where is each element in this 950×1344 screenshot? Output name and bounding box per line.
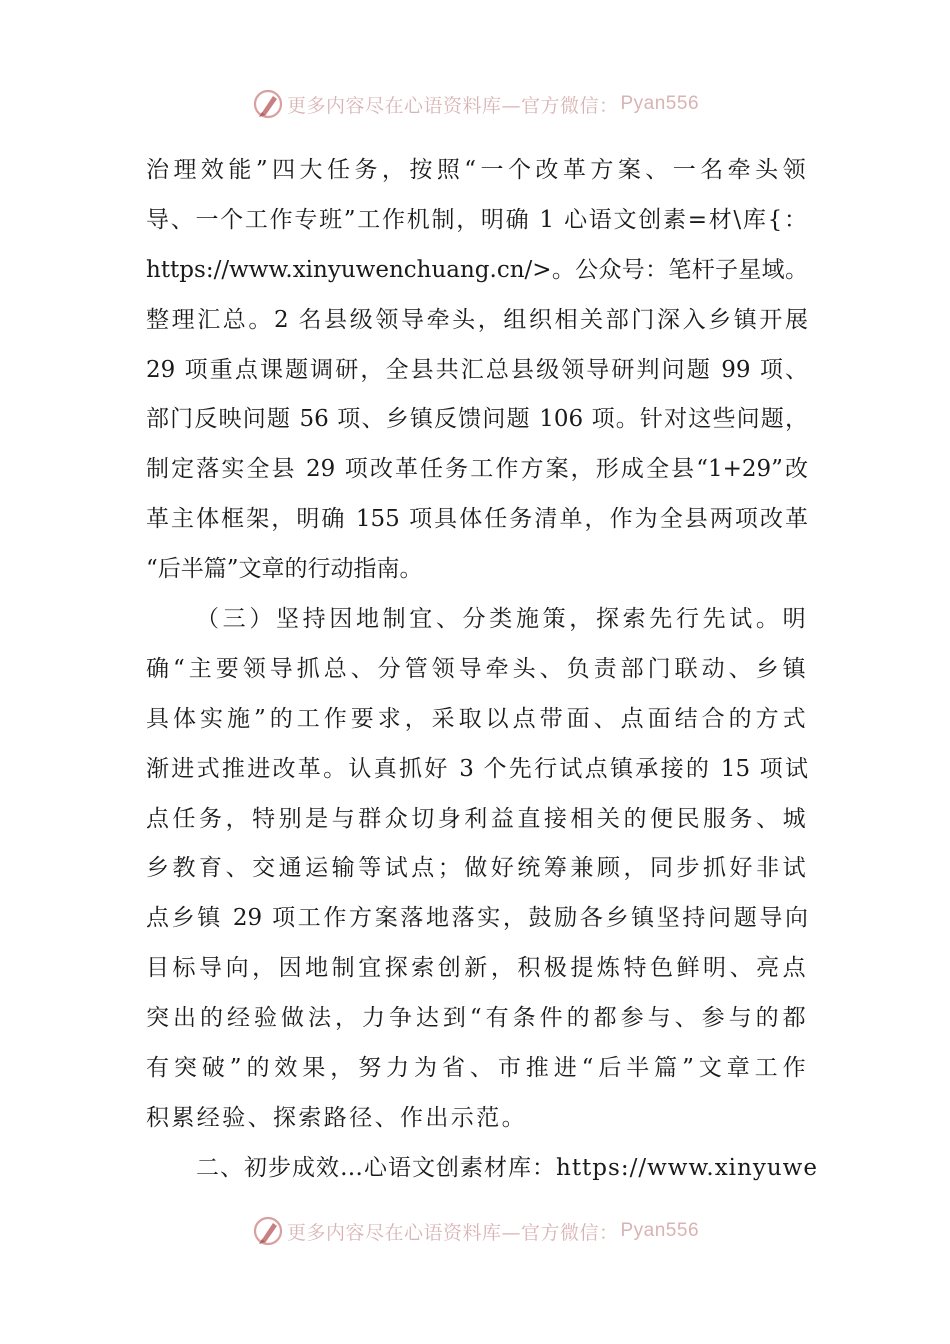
- text-line: 具体实施”的工作要求，采取以点带面、点面结合的方式: [146, 705, 808, 732]
- pen-nib-logo-icon: [251, 1214, 285, 1248]
- text-line: 有突破”的效果，努力为省、市推进“后半篇”文章工作: [146, 1055, 808, 1082]
- text-line: 29 项重点课题调研，全县共汇总县级领导研判问题 99 项、: [146, 356, 808, 383]
- footer-watermark-banner: [0, 1211, 950, 1251]
- text-line: 目标导向，因地制宜探索创新，积极提炼特色鲜明、亮点: [146, 955, 808, 982]
- text-line: 积累经验、探索路径、作出示范。: [146, 1104, 527, 1131]
- text-line: （三）坚持因地制宜、分类施策，探索先行先试。明: [196, 606, 808, 633]
- footer-banner-text: 更多内容尽在心语资料库—官方微信：: [286, 1221, 619, 1244]
- text-line: “后半篇”文章的行动指南。: [146, 556, 423, 583]
- pen-nib-logo-icon: [251, 87, 285, 121]
- section-heading-line: 二、初步成效…心语文创素材库：https://www.xinyuwe: [196, 1154, 818, 1181]
- text-line: 制定落实全县 29 项改革任务工作方案，形成全县“1+29”改: [146, 456, 808, 483]
- text-line: 导、一个工作专班”工作机制，明确 1 心语文创素=材\库{：: [146, 206, 808, 233]
- header-banner-text: 更多内容尽在心语资料库—官方微信：: [286, 94, 619, 117]
- text-line: 点乡镇 29 项工作方案落地落实，鼓励各乡镇坚持问题导向: [146, 905, 808, 932]
- header-watermark-banner: [0, 84, 950, 124]
- text-line: 确“主要领导抓总、分管领导牵头、负责部门联动、乡镇: [146, 655, 808, 682]
- text-line: 点任务，特别是与群众切身利益直接相关的便民服务、城: [146, 805, 808, 832]
- text-line: https://www.xinyuwenchuang.cn/>。公众号：笔杆子星域。: [146, 256, 808, 283]
- text-line: 乡教育、交通运输等试点；做好统筹兼顾，同步抓好非试: [146, 855, 808, 882]
- text-line: 渐进式推进改革。认真抓好 3 个先行试点镇承接的 15 项试: [146, 755, 808, 782]
- text-line: 部门反映问题 56 项、乡镇反馈问题 106 项。针对这些问题，: [146, 406, 808, 433]
- text-line: 突出的经验做法，力争达到“有条件的都参与、参与的都: [146, 1005, 808, 1032]
- text-line: 整理汇总。2 名县级领导牵头，组织相关部门深入乡镇开展: [146, 306, 808, 333]
- text-line: 革主体框架，明确 155 项具体任务清单，作为全县两项改革: [146, 506, 808, 533]
- document-body: [146, 146, 818, 1194]
- header-banner-wechat-id: Pyan556: [620, 93, 700, 114]
- footer-banner-wechat-id: Pyan556: [620, 1220, 700, 1241]
- text-line: 治理效能”四大任务，按照“一个改革方案、一名牵头领: [146, 157, 808, 183]
